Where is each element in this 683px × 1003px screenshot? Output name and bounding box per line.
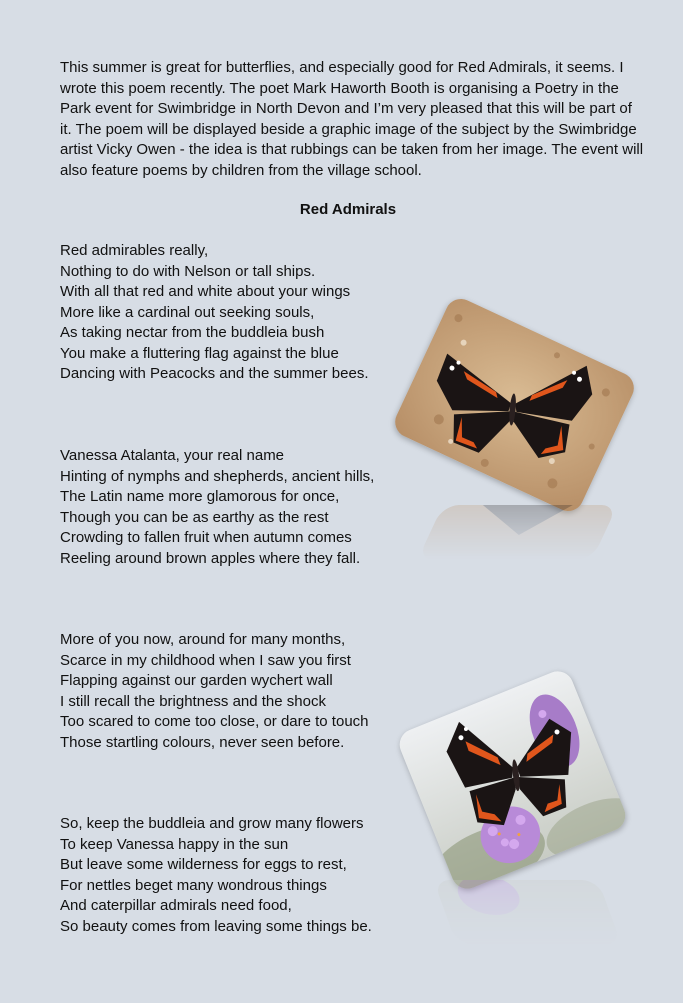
poem-line: Vanessa Atalanta, your real name	[60, 447, 285, 464]
poem-line: Flapping against our garden wychert wall	[60, 672, 333, 689]
poem-line: Crowding to fallen fruit when autumn comes	[60, 529, 352, 546]
poem-stanza-4	[60, 814, 400, 937]
poem-stanza-2	[60, 446, 400, 569]
red-admiral-on-gravel-photo[interactable]	[390, 294, 639, 517]
butterfly-photo-2[interactable]	[405, 675, 625, 950]
poem-line: Those startling colours, never seen before.	[60, 733, 345, 751]
poem-line: Red admirables really,	[60, 242, 209, 259]
poem-stanza-1	[60, 241, 400, 385]
intro-paragraph: This summer is great for butterflies, and especially good for Red Admirals, it seems. I wrote this poem recently. The poet Mark Haworth Booth is organising a Poetry in the Park event for Swimbridge in North Devon and I’m very pleased that this will be part of it. The poem will be displayed beside a graphic image of the subject by the Swimbridge artist Vicky Owen - the idea is that rubbings can be taken from her image. The event will also feature poems by children from the village school.	[60, 59, 644, 179]
poem-line: To keep Vanessa happy in the sun	[60, 835, 289, 853]
poem-line: You make a fluttering flag against the blue	[60, 344, 339, 362]
poem-line: More of you now, around for many months,	[60, 631, 346, 648]
poem-line: Scarce in my childhood when I saw you first	[60, 651, 351, 669]
poem-line: I still recall the brightness and the shock	[60, 692, 326, 710]
poem-line: With all that red and white about your wings	[60, 283, 351, 300]
poem-line: Though you can be as earthy as the rest	[60, 508, 329, 526]
poem-line: Hinting of nymphs and shepherds, ancient hills,	[60, 467, 375, 485]
poem-line: And caterpillar admirals need food,	[60, 897, 292, 914]
poem-line: Reeling around brown apples where they fall.	[60, 549, 361, 567]
poem-line: As taking nectar from the buddleia bush	[60, 324, 325, 341]
poem-line: So, keep the buddleia and grow many flowers	[60, 815, 364, 832]
photo-reflection	[433, 880, 622, 945]
poem-line: For nettles beget many wondrous things	[60, 876, 327, 894]
poem-title: Red Admirals	[299, 201, 397, 218]
poem-line: The Latin name more glamorous for once,	[60, 488, 340, 505]
photo-reflection	[417, 505, 618, 560]
poem-line: Nothing to do with Nelson or tall ships.	[60, 262, 316, 280]
poem-stanza-3	[60, 630, 400, 753]
poem-line: But leave some wilderness for eggs to rest,	[60, 856, 347, 873]
red-admiral-on-buddleia-photo[interactable]	[395, 667, 630, 894]
poem-line: Too scared to come too close, or dare to touch	[60, 713, 369, 730]
poem-line: So beauty comes from leaving some things be.	[60, 917, 372, 935]
butterfly-photo-1[interactable]	[400, 305, 630, 565]
poem-line: More like a cardinal out seeking souls,	[60, 303, 315, 321]
poem-line: Dancing with Peacocks and the summer bees.	[60, 365, 369, 382]
